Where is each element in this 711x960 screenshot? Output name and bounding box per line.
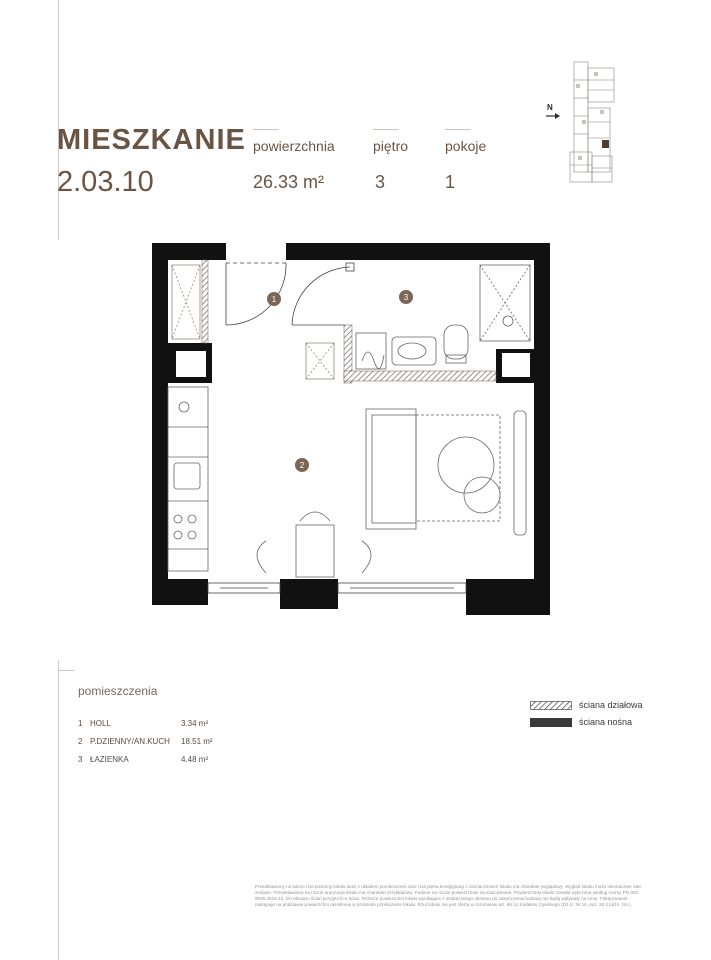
rooms-title: pomieszczenia — [78, 684, 158, 698]
stat-label-floor: piętro — [373, 138, 409, 154]
room-name: ŁAZIENKA — [90, 755, 129, 764]
building-keyplan — [542, 60, 620, 190]
stat-label-area: powierzchnia — [253, 138, 335, 154]
rooms-horizontal-rule — [58, 670, 75, 671]
room-number: 2 — [78, 737, 83, 746]
legend-label-partition: ściana działowa — [579, 700, 643, 710]
room-number: 1 — [78, 719, 83, 728]
wall-bottom-mid — [280, 579, 338, 609]
wall-top-right — [286, 243, 550, 260]
stat-rule-area — [253, 129, 279, 130]
room-area: 4.48 m² — [181, 755, 209, 764]
wall-right — [534, 243, 550, 615]
room-row — [78, 755, 238, 767]
room-marker-1-label: 1 — [271, 295, 277, 304]
stat-value-area: 26.33 m² — [253, 172, 325, 192]
room-marker-3-label: 3 — [403, 293, 409, 302]
room-row — [78, 737, 238, 749]
solid-wall-swatch — [530, 718, 572, 727]
apartment-number: 2.03.10 — [57, 166, 154, 198]
room-area: 18.51 m² — [181, 737, 213, 746]
wall-bottom-right — [466, 579, 550, 615]
top-vertical-rule — [58, 0, 59, 240]
partition-bath-bottom — [344, 371, 496, 381]
floor-plan — [150, 243, 552, 618]
room-marker-2-label: 2 — [299, 461, 305, 470]
room-name: HOLL — [90, 719, 111, 728]
room-number: 3 — [78, 755, 83, 764]
stat-label-rooms: pokoje — [445, 138, 487, 154]
legend-label-loadbearing: ściana nośna — [579, 717, 633, 727]
wall-left — [152, 243, 168, 605]
wall-bottom-left — [152, 579, 208, 605]
partition-wardrobe — [202, 260, 208, 343]
hatched-wall-swatch — [530, 701, 572, 710]
stat-value-floor: 3 — [375, 172, 386, 192]
room-name: P.DZIENNY/AN.KUCH — [90, 737, 170, 746]
room-row — [78, 719, 238, 731]
stat-rule-rooms — [445, 129, 471, 130]
disclaimer-text: Przedstawiony na karcie rzut poziomy lokalu wraz z układem pomieszczeń oraz rzut piętra kondygnacji z zaznaczeniem lokalu ma charakter poglądowy. Wygląd lokalu może nieznacznie ulec zmianie. Przedstawiona na rzucie aranżacja lokalu ma charakter przykładowy. Podane na rzucie powierzchnie są szacunkowe. Powierzchnia lokalu została wyliczona według normy PN-ISO 9836:2015-12. Do obmiaru ścian przyjęto lico ścian. Różnice powierzchni lokalu wynikające z ostatecznego obmiaru po zakończeniu budowy nie będą wpływały na cenę. Fakturowanie następuje na podstawie powierzchni określonej w protokole przekazania lokalu. Rzut lokalu nie jest ofertą w rozumieniu art. 66 §1 Kodeksu Cywilnego (Dz.U. Nr 16, poz. 93 z późn. zm.). — [255, 884, 642, 907]
north-label: N — [547, 103, 553, 112]
page-title: MIESZKANIE — [57, 124, 246, 156]
room-area: 3.34 m² — [181, 719, 209, 728]
stat-value-rooms: 1 — [445, 172, 456, 192]
stat-rule-floor — [373, 129, 399, 130]
bottom-vertical-rule — [58, 660, 59, 960]
